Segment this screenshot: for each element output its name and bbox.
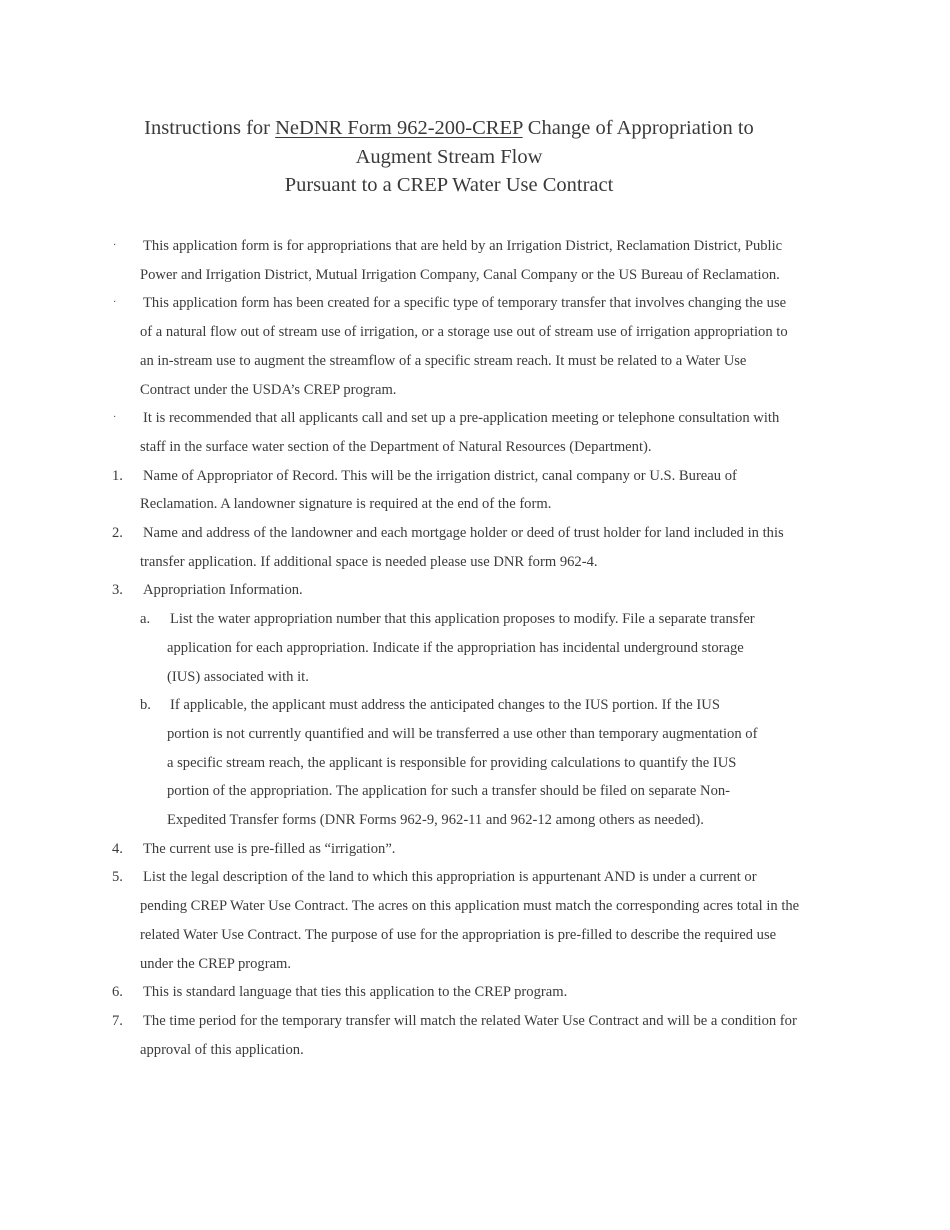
document-title (0, 114, 898, 200)
bullet-item (0, 289, 950, 404)
title-line-3: Pursuant to a CREP Water Use Contract (284, 174, 614, 196)
item-number: 3. (112, 582, 123, 599)
sub-item-letter: b. (140, 697, 151, 714)
bullet-text: It is recommended that all applicants call and set up a pre-application meeting or telephone consultation with staff in the surface water section of the Department of Natural Resources (Department). (140, 410, 780, 455)
item-text: Name of Appropriator of Record. This will be the irrigation district, canal company or U.S. Bureau of Reclamation. A landowner signature is required at the end of the form. (140, 467, 737, 513)
numbered-item (0, 978, 950, 1007)
numbered-item (0, 863, 950, 978)
numbered-item (0, 462, 950, 519)
sub-item (0, 605, 950, 691)
instructions-list (0, 232, 950, 1064)
bullet-text: This application form is for appropriations that are held by an Irrigation District, Reclamation District, Public Power and Irrigation District, Mutual Irrigation Company, Canal Company or the US Bureau of Reclamation. (140, 238, 783, 283)
sub-item-text: List the water appropriation number that this application proposes to modify. File a separate transfer application for each appropriation. Indicate if the appropriation has incidental underground storage (IUS) associated with it. (167, 611, 755, 685)
item-text: The time period for the temporary transfer will match the related Water Use Contract and will be a condition for approval of this application. (140, 1012, 797, 1058)
numbered-item (0, 1007, 950, 1064)
title-prefix: Instructions for (144, 117, 276, 139)
item-number: 4. (112, 840, 123, 857)
item-text: The current use is pre-filled as “irrigation”. (143, 840, 396, 857)
item-text: Appropriation Information. (143, 582, 303, 599)
item-number: 7. (112, 1012, 123, 1029)
sub-item-letter: a. (140, 611, 151, 628)
sub-item (0, 691, 950, 835)
bullet-marker: · (113, 240, 117, 251)
title-line-1 (0, 114, 898, 143)
numbered-item (0, 835, 950, 864)
item-number: 5. (112, 869, 123, 886)
bullet-text: This application form has been created for a specific type of temporary transfer that involves changing the use of a natural flow out of stream use of irrigation, or a storage use out of stream use of irrigation appropriation to an in-stream use to augment the streamflow of a specific stream reach. It must be related to a Water Use Contract under the USDA’s CREP program. (140, 295, 788, 398)
bullet-marker: · (113, 412, 117, 424)
title-line-2: Augment Stream Flow (355, 145, 543, 168)
title-line1-suffix: Change of Appropriation to (522, 117, 754, 139)
sub-item-text: If applicable, the applicant must address the anticipated changes to the IUS portion. If the IUS portion is not currently quantified and will be transferred a use other than temporary augmentation of a specific stream reach, the applicant is responsible for providing calculations to quantify the IUS portion of the appropriation. The application for such a transfer should be filed on separate Non-Expedited Transfer forms (DNR Forms 962-9, 962-11 and 962-12 among others as needed). (167, 697, 758, 829)
item-text: Name and address of the landowner and each mortgage holder or deed of trust holder for land included in this transfer application. If additional space is needed please use DNR form 962-4. (140, 525, 784, 570)
item-text: This is standard language that ties this application to the CREP program. (143, 984, 568, 1001)
bullet-marker: · (113, 297, 117, 309)
item-number: 6. (112, 984, 123, 1001)
item-text: List the legal description of the land to which this appropriation is appurtenant AND is under a current or pending CREP Water Use Contract. The acres on this application must match the corresponding acres total in the related Water Use Contract. The purpose of use for the appropriation is pre-filled to describe the required use under the CREP program. (140, 869, 800, 972)
form-name-link[interactable]: NeDNR Form 962-200-CREP (275, 117, 523, 139)
item-number: 2. (112, 525, 123, 542)
item-number: 1. (112, 467, 123, 484)
bullet-item (0, 404, 950, 461)
numbered-item (0, 519, 950, 576)
numbered-item (0, 576, 950, 605)
bullet-item (0, 232, 950, 289)
